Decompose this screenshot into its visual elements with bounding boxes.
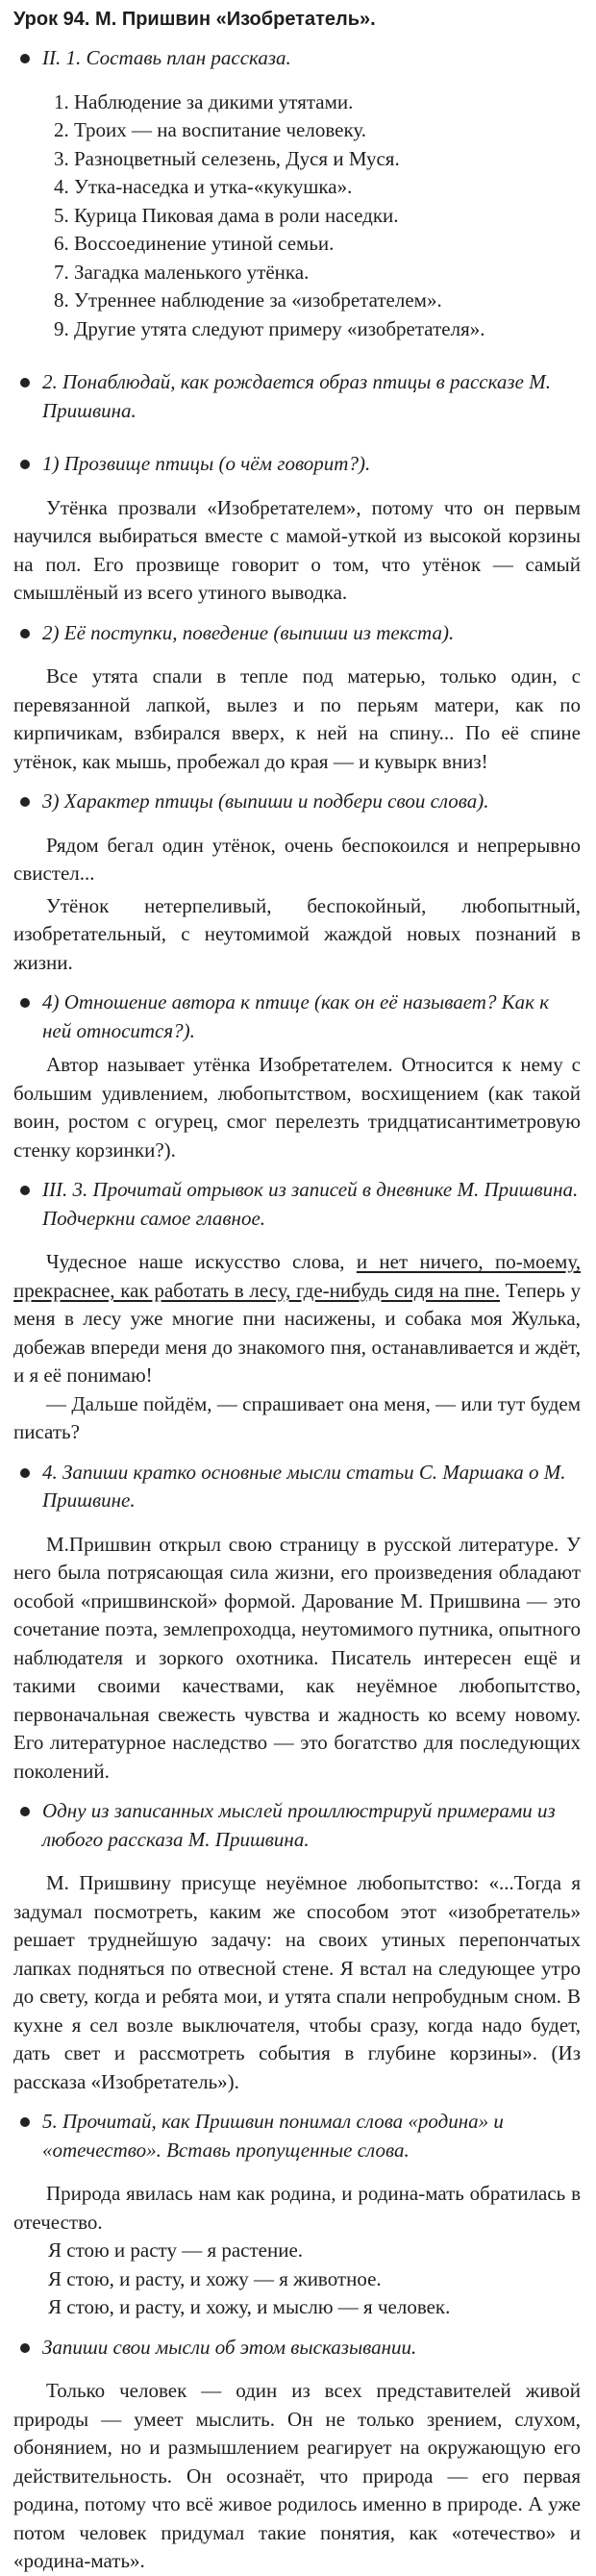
bullet-icon	[20, 1186, 30, 1195]
list-item: 6. Воссоединение утиной семьи.	[54, 232, 335, 255]
list-item: 4. Утка-наседка и утка-«кукушка».	[54, 175, 353, 198]
answer-illustrate: М. Пришвину присуще неуёмное любопытство: «...Тогда я задумал посмотреть, каким же способом этот «изобретатель» решает труднейшую задачу: на своих утиных перепончатых лапках подняться по отвесной стене. Я встал на следующее утро до свету, когда и ребята мои, и утята спали непробудным сном. В кухне я сел возле выключателя, чтобы сразу, когда надо будет, дать свет и рассмотреть события в глубине корзины». (Из рассказа «Изобретатель»).	[13, 1871, 581, 2093]
list-item: Я стою, и расту, и хожу, и мыслю — я человек.	[48, 2295, 451, 2318]
question-actions-heading	[13, 619, 581, 648]
bullet-icon	[20, 2117, 30, 2127]
bullet-icon	[20, 460, 30, 469]
answer-thoughts: Только человек — один из всех представителей живой природы — умеет мыслить. Он не только зрением, слухом, обонянием, но и размышлением реагирует на окружающую его действительность. Он осознаёт, что природа — его первая родина, потому что всё живое родилось именно в природе. А уже потом человек придумал такие понятия, как «отечество» и «родина-мать».	[13, 2379, 581, 2572]
bullet-icon	[20, 1807, 30, 1816]
list-item: 2. Троих — на воспитание человеку.	[54, 118, 366, 141]
bullet-icon	[20, 54, 30, 63]
bullet-icon	[20, 2343, 30, 2353]
answer-marshak: М.Пришвин открыл свою страницу в русской литературе. У него была потрясающая сила жизни, его произведения обладают особой «пришвинской» формой. Дарование М. Пришвина — это сочетание поэта, землепроходца, неутомимого путника, опытного наблюдателя и зоркого охотника. Писатель интересен ещё и такими своими качествами, как неуёмное любопытство, первоначальная свежесть чувства и жадность ко всему новому. Его литературное наследство — это богатство для последующих поколений.	[13, 1532, 581, 1783]
task-marshak-heading	[13, 1459, 581, 1515]
question-character-label: 3) Характер птицы (выпиши и подбери свои слова).	[42, 789, 489, 813]
bullet-icon	[20, 797, 30, 807]
answer-character-quote: Рядом бегал один утёнок, очень беспокоился и непрерывно свистел...	[13, 833, 581, 885]
task-thoughts-heading	[13, 2334, 581, 2363]
task-illustrate-label: Одну из записанных мыслей проиллюстрируй примерами из любого рассказа М. Пришвина.	[42, 1799, 556, 1851]
answer-character-own: Утёнок нетерпеливый, беспокойный, любопытный, изобретательный, с неутомимой жаждой новых познаний в жизни.	[13, 893, 581, 974]
motherland-intro: Природа явилась нам как родина, и родина-мать обратилась в отечество.	[13, 2182, 581, 2234]
list-item: 5. Курица Пиковая дама в роли наседки.	[54, 203, 399, 227]
task-diary-heading	[13, 1176, 581, 1233]
task-motherland-label: 5. Прочитай, как Пришвин понимал слова «родина» и «отечество». Вставь пропущенные слова.	[42, 2110, 504, 2162]
diary-underlined: и нет ничего, по-моему, прекраснее, как работать в лесу, где-нибудь сидя на пне.	[13, 1250, 581, 1302]
list-item: 9. Другие утята следуют примеру «изобретателя».	[54, 316, 485, 340]
list-item: 8. Утреннее наблюдение за «изобретателем».	[54, 288, 442, 312]
bullet-icon	[20, 998, 30, 1008]
list-item: Я стою и расту — я растение.	[48, 2238, 304, 2262]
answer-attitude: Автор называет утёнка Изобретателем. Относится к нему с большим удивлением, любопытством, восхищением (как такой воин, ростом с огурец, смог перелезть тридцатисантиметровую стенку корзинки?).	[13, 1053, 581, 1162]
diary-dialog: — Дальше пойдём, — спрашивает она меня, — или тут будем писать?	[13, 1391, 581, 1443]
diary-lead: Чудесное наше искусство слова,	[46, 1250, 357, 1273]
question-attitude-label: 4) Отношение автора к птице (как он её называет? Как к ней относится?).	[42, 990, 550, 1042]
task-plan-heading	[13, 44, 581, 73]
lesson-title: Урок 94. М. Пришвин «Изобретатель».	[13, 9, 376, 30]
task-plan-label: II. 1. Составь план рассказа.	[42, 46, 291, 69]
task-observe-heading	[13, 368, 581, 425]
task-observe-label: 2. Понаблюдай, как рождается образ птицы в рассказе М. Пришвина.	[42, 370, 551, 422]
list-item: 1. Наблюдение за дикими утятами.	[54, 89, 354, 113]
question-actions-label: 2) Её поступки, поведение (выпиши из текста).	[42, 620, 455, 644]
question-attitude-heading	[13, 988, 581, 1045]
motherland-lines	[13, 2237, 581, 2322]
task-thoughts-label: Запиши свои мысли об этом высказывании.	[42, 2335, 417, 2359]
story-plan-list	[13, 88, 581, 344]
task-marshak-label: 4. Запиши кратко основные мысли статьи С. Маршака о М. Пришвине.	[42, 1460, 566, 1512]
list-item: Я стою, и расту, и хожу — я животное.	[48, 2266, 382, 2290]
list-item: 7. Загадка маленького утёнка.	[54, 260, 310, 284]
bullet-icon	[20, 629, 30, 638]
task-motherland-heading	[13, 2108, 581, 2164]
question-nickname-label: 1) Прозвище птицы (о чём говорит?).	[42, 452, 371, 475]
task-diary-label: III. 3. Прочитай отрывок из записей в дневнике М. Пришвина. Подчеркни самое главное.	[42, 1178, 579, 1230]
bullet-icon	[20, 378, 30, 388]
question-character-heading	[13, 788, 581, 816]
bullet-icon	[20, 1468, 30, 1478]
question-nickname-heading	[13, 450, 581, 479]
diary-rest: Теперь у меня в лесу уже многие пни насижены, и собака моя Жулька, добежав впереди меня до знакомого пня, останавливается и ждёт, и я её понимаю!	[13, 1278, 581, 1387]
list-item: 3. Разноцветный селезень, Дуся и Муся.	[54, 146, 400, 170]
task-illustrate-heading	[13, 1797, 581, 1854]
answer-nickname: Утёнка прозвали «Изобретателем», потому что он первым научился выбираться вместе с мамой-уткой из высокой корзины на пол. Его прозвище говорит о том, что утёнок — самый смышлёный из всего утиного выводка.	[13, 495, 581, 604]
answer-actions: Все утята спали в тепле под матерью, только один, с перевязанной лапкой, вылез и по перьям матери, как по кирпичикам, взбирался вверх, к ней на спину... По её спине утёнок, как мышь, пробежал до края — и кувырк вниз!	[13, 664, 581, 773]
diary-excerpt	[13, 1248, 581, 1390]
